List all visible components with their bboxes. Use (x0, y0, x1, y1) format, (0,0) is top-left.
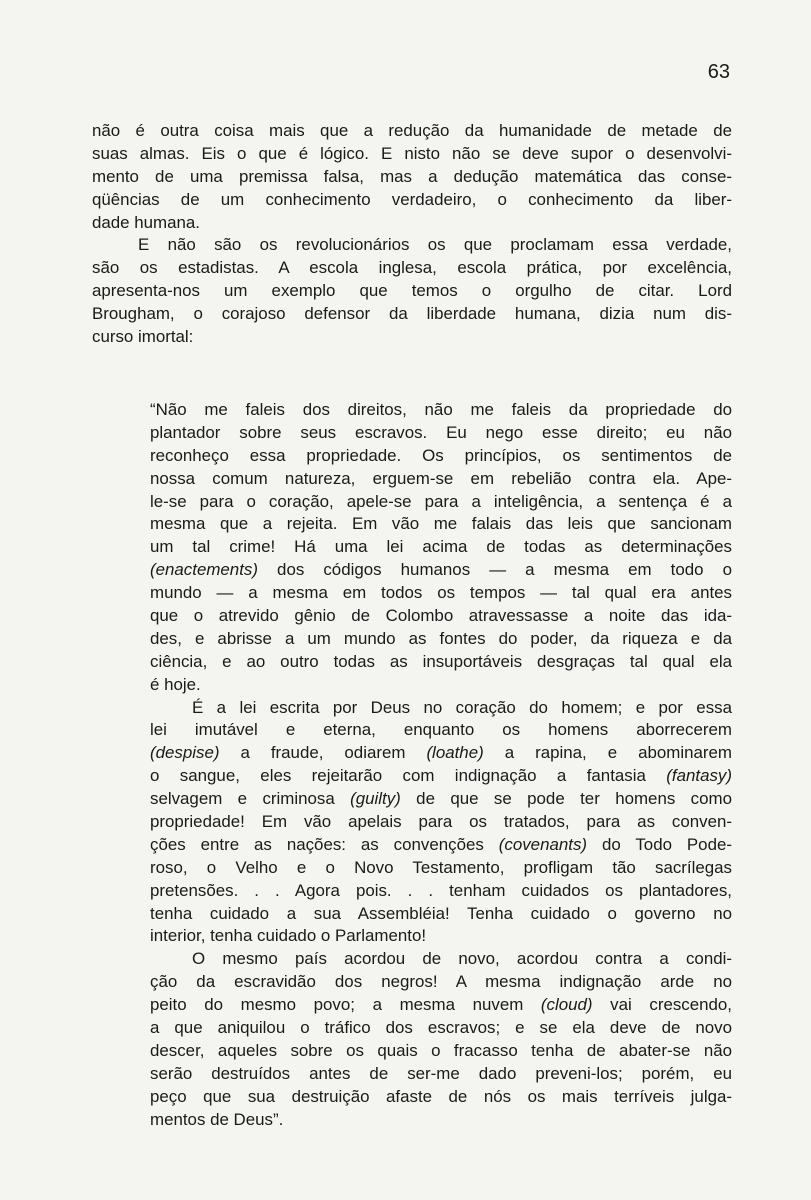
quote-line: é hoje. (150, 674, 201, 694)
quote-line: ções entre as nações: as convenções (covenants) do Todo Pode- (150, 834, 732, 854)
quote-line: nossa comum natureza, erguem-se em rebelião contra ela. Ape- (150, 468, 732, 488)
quote-line: ção da escravidão dos negros! A mesma indignação arde no (150, 972, 732, 992)
quote-line: mundo — a mesma em todos os tempos — tal qual era antes (150, 583, 732, 603)
quote-line: (enactements) dos códigos humanos — a mesma em todo o (150, 560, 732, 580)
block-quote (150, 399, 732, 1132)
page-number: 63 (707, 61, 730, 83)
text-line: dade humana. (92, 212, 200, 232)
quote-line: propriedade! Em vão apelais para os tratados, para as conven- (150, 812, 732, 832)
quote-line: selvagem e criminosa (guilty) de que se pode ter homens como (150, 789, 732, 809)
quote-line: O mesmo país acordou de novo, acordou contra a condi- (192, 949, 732, 969)
quote-line: mesma que a rejeita. Em vão me falais das leis que sancionam (150, 514, 732, 534)
quote-paragraph-1 (150, 399, 732, 697)
quote-paragraph-3 (150, 948, 732, 1131)
text-line: Brougham, o corajoso defensor da liberdade humana, dizia num dis- (92, 304, 732, 324)
quote-line: peito do mesmo povo; a mesma nuvem (cloud) vai crescendo, (150, 995, 732, 1015)
quote-line: pretensões. . . Agora pois. . . tenham cuidados os plantadores, (150, 880, 732, 900)
text-line: mento de uma premissa falsa, mas a dedução matemática das conse- (92, 166, 732, 186)
body-text (92, 120, 732, 349)
quote-line: des, e abrisse a um mundo as fontes do poder, da riqueza e da (150, 628, 732, 648)
quote-line: a que aniquilou o tráfico dos escravos; e se ela deve de novo (150, 1018, 732, 1038)
paragraph-2 (92, 234, 732, 348)
quote-line: “Não me faleis dos direitos, não me faleis da propriedade do (150, 400, 732, 419)
text-line: não é outra coisa mais que a redução da humanidade de metade de (92, 121, 732, 140)
quote-line: plantador sobre seus escravos. Eu nego esse direito; eu não (150, 422, 732, 442)
quote-line: ciência, e ao outro todas as insuportáveis desgraças tal qual ela (150, 651, 732, 671)
quote-line: tenha cuidado a sua Assembléia! Tenha cuidado o governo no (150, 903, 732, 923)
quote-line: o sangue, eles rejeitarão com indignação a fantasia (fantasy) (150, 766, 732, 786)
quote-line: le-se para o coração, apele-se para a inteligência, a sentença é a (150, 491, 732, 511)
quote-line: interior, tenha cuidado o Parlamento! (150, 926, 427, 946)
quote-line: serão destruídos antes de ser-me dado preveni-los; porém, eu (150, 1063, 732, 1083)
quote-line: roso, o Velho e o Novo Testamento, profligam tão sacrílegas (150, 857, 732, 877)
text-line: curso imortal: (92, 327, 194, 347)
text-line: são os estadistas. A escola inglesa, escola prática, por excelência, (92, 258, 732, 278)
quote-line: descer, aqueles sobre os quais o fracasso tenha de abater-se não (150, 1040, 732, 1060)
text-line: qüências de um conhecimento verdadeiro, o conhecimento da liber- (92, 189, 732, 209)
quote-line: (despise) a fraude, odiarem (loathe) a rapina, e abominarem (150, 743, 732, 763)
text-line: suas almas. Eis o que é lógico. E nisto não se deve supor o desenvolvi- (92, 143, 732, 163)
text-line: E não são os revolucionários os que proclamam essa verdade, (138, 235, 732, 255)
quote-line: É a lei escrita por Deus no coração do homem; e por essa (192, 697, 732, 717)
quote-line: lei imutável e eterna, enquanto os homens aborrecerem (150, 720, 732, 740)
quote-line: um tal crime! Há uma lei acima de todas as determinações (150, 537, 732, 557)
quote-paragraph-2 (150, 697, 732, 949)
quote-line: peço que sua destruição afaste de nós os mais terríveis julga- (150, 1086, 732, 1106)
quote-line: que o atrevido gênio de Colombo atravessasse a noite das ida- (150, 606, 732, 626)
text-line: apresenta-nos um exemplo que temos o orgulho de citar. Lord (92, 281, 732, 301)
paragraph-1 (92, 120, 732, 234)
quote-line: mentos de Deus”. (150, 1109, 284, 1129)
quote-line: reconheço essa propriedade. Os princípios, os sentimentos de (150, 445, 732, 465)
